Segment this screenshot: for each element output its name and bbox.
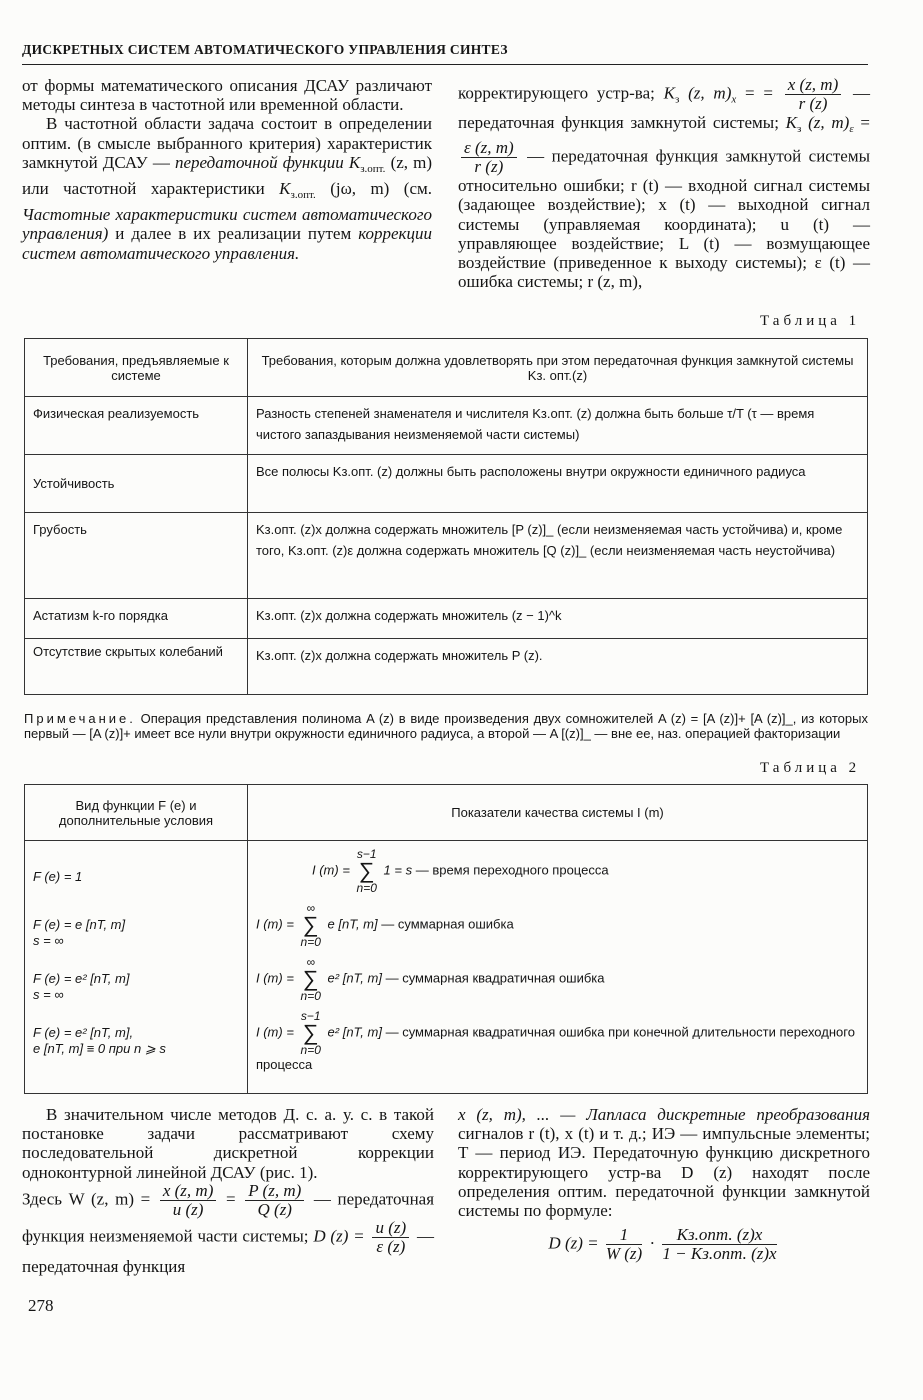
symbol: (z, m) xyxy=(808,113,850,132)
formula: D (z) = $\frac{1}{W (z)}$ · $\frac{\text{Kз.опт. (z)x}}{\text{1 − Kз.опт. (z)x}}$ xyxy=(548,1225,777,1264)
cross-reference-link[interactable]: Лапласа дискретные преобразования xyxy=(586,1105,870,1124)
text: корректирующего устр-ва; xyxy=(458,83,655,103)
denominator: r (z) xyxy=(474,157,504,177)
table-header-row xyxy=(25,339,868,397)
fraction xyxy=(160,1182,217,1219)
function-cell xyxy=(33,963,239,1017)
requirement-cell: Устойчивость xyxy=(25,455,248,513)
symbol: K xyxy=(279,179,291,199)
sum-symbol: s−1 ∑ n=0 xyxy=(300,1009,321,1057)
function-condition: s = ∞ xyxy=(33,933,64,948)
denominator: u (z) xyxy=(172,1199,204,1219)
paragraph xyxy=(458,1105,870,1220)
symbol: K xyxy=(785,113,798,132)
function-condition: e [nT, m] ≡ 0 при n ⩾ s xyxy=(33,1041,166,1056)
summand: e² [nT, m] xyxy=(327,1024,382,1040)
table-row xyxy=(25,397,868,455)
lhs: I (m) = xyxy=(256,1024,294,1040)
right-column-top xyxy=(458,76,870,291)
italic-term: передаточной функции xyxy=(175,152,344,172)
table-row xyxy=(25,599,868,639)
function-column xyxy=(25,841,248,1094)
text: сигналов r (t), x (t) и т. д.; ИЭ — импульсные элементы; T — период ИЭ. Передаточную функцию дискретного корректирующего устр-ва D (z) находят после определения оптим. передаточной функции замкнутой системы по формуле: xyxy=(458,1124,870,1221)
table-body xyxy=(25,841,868,1094)
lower-limit: n=0 xyxy=(300,1043,321,1057)
lhs: D (z) = xyxy=(548,1233,599,1253)
fraction xyxy=(372,1219,409,1256)
condition-cell: Все полюсы Kз.опт. (z) должны быть расположены внутри окружности единичного радиуса xyxy=(248,455,868,513)
column-header: Показатели качества системы I (m) xyxy=(248,785,868,841)
subscript: з xyxy=(674,93,680,106)
denominator: W (z) xyxy=(605,1244,643,1264)
table1-caption: Таблица 1 xyxy=(760,313,861,329)
function-formula: F (e) = 1 xyxy=(33,869,83,884)
text: — передаточная функция xyxy=(22,1226,435,1276)
sum-symbol: ∞ ∑ n=0 xyxy=(300,955,321,1003)
paragraph: корректирующего устр-ва; $K_з$ (z, $m)_x$ = = $\frac{x (z, m)}{r (z)}$ — передаточная функция замкнутой системы; $K_з$ (z, $m)_\varepsilon$ = $\frac{\varepsilon (z, m)}{r (z)}$ — передаточная функция замкнутой системы относительно ошибки; r (t) — входной сигнал системы (задающее воздействие); x (t) — выходной сигнал системы (управляемая координата); u (t) — управляющее воздействие; L (t) — возмущающее воздействие (приведенное к выходу системы); ε (t) — ошибка системы; r (z, m), xyxy=(458,75,871,292)
table1-note xyxy=(24,711,868,741)
lower-limit: n=0 xyxy=(300,935,321,949)
text: — передаточная функция замкнутой системы относительно ошибки; r (t) — входной сигнал системы (задающее воздействие); x (t) — выходной сигнал системы (управляемая координата); u (t) — управляющее воздействие; L (t) — возмущающее воздействие (приведенное к выходу системы); ε (t) — ошибка системы; r (z, m), xyxy=(458,146,870,292)
text: и далее в их реализации путем xyxy=(115,224,352,244)
subscript: з.опт. xyxy=(360,162,386,175)
symbol: (z, m) xyxy=(688,83,732,103)
denominator: 1 − Kз.опт. (z)x xyxy=(662,1244,777,1264)
fraction xyxy=(606,1226,642,1263)
table1 xyxy=(24,338,868,695)
text: Здесь W (z, m) = xyxy=(22,1189,151,1209)
symbol: K xyxy=(348,152,361,172)
index-cell xyxy=(256,955,859,1009)
index-cell xyxy=(256,1009,859,1079)
function-formula: F (e) = e² [nT, m] xyxy=(33,971,130,986)
note-label: Примечание. xyxy=(24,711,136,726)
numerator: 1 xyxy=(606,1226,642,1245)
lower-limit: n=0 xyxy=(356,881,377,895)
note-text: Операция представления полинома A (z) в виде произведения двух сомножителей A (z) = [A (z)]+ [A (z)]_, из которых первый — [A (z)]+ имеет все нули внутри окружности единичного радиуса, а второй — A [(z)]_ — вне ее, наз. операцией факторизации xyxy=(24,711,868,741)
requirement-cell: Астатизм k-го порядка xyxy=(25,599,248,639)
paragraph: В значительном числе методов Д. с. а. у. с. в такой постановке задачи рассматривают схему последовательной дискретной коррекции одноконтурной линейной ДСАУ (рис. 1). xyxy=(22,1105,434,1182)
requirement-cell: Грубость xyxy=(25,513,248,599)
symbol: D (z) = xyxy=(313,1226,365,1246)
sum-symbol: s−1 ∑ n=0 xyxy=(356,847,377,895)
condition-cell: Kз.опт. (z)x должна содержать множитель (z − 1)^k xyxy=(248,599,868,639)
index-cell xyxy=(256,901,859,955)
numerator: P (z, m) xyxy=(245,1182,304,1201)
text: (z, m) или частотной характеристики xyxy=(22,152,433,199)
cross-reference-link[interactable]: Частотные характеристики систем автоматического управления) xyxy=(22,205,432,244)
page-number: 278 xyxy=(28,1296,54,1315)
upper-limit: s−1 xyxy=(300,1009,321,1023)
symbol: K xyxy=(663,83,675,103)
requirement-cell: Физическая реализуемость xyxy=(25,397,248,455)
running-header: ДИСКРЕТНЫХ СИСТЕМ АВТОМАТИЧЕСКОГО УПРАВЛЕНИЯ СИНТЕЗ xyxy=(22,42,508,57)
index-column xyxy=(248,841,868,1094)
table-header-row xyxy=(25,785,868,841)
summand: 1 = s xyxy=(383,862,413,878)
numerator: ε (z, m) xyxy=(461,139,517,158)
numerator: x (z, m) xyxy=(785,76,842,95)
subscript: з.опт. xyxy=(290,189,316,202)
left-column-bottom xyxy=(22,1105,434,1278)
column-header: Вид функции F (e) и дополнительные условия xyxy=(25,785,248,841)
table2 xyxy=(24,784,868,1094)
description: — суммарная квадратичная ошибка при конечной длительности переходного процесса xyxy=(256,1024,855,1072)
column-header: Требования, которым должна удовлетворять при этом передаточная функция замкнутой системы Kз. опт.(z) xyxy=(248,339,868,397)
table-row xyxy=(25,455,868,513)
function-cell xyxy=(33,855,239,909)
paragraph: от формы математического описания ДСАУ различают методы синтеза в частотной или временной области. xyxy=(22,76,432,115)
cross-reference-link[interactable]: коррекции систем автоматического управления. xyxy=(22,224,433,263)
function-condition: s = ∞ xyxy=(33,987,64,1002)
fraction xyxy=(461,139,517,176)
fraction xyxy=(785,76,842,113)
fraction xyxy=(245,1182,304,1219)
condition-cell: Kз.опт. (z)x должна содержать множитель [P (z)]_ (если неизменяемая часть устойчива) и, кроме того, Kз.опт. (z)ε должна содержать множитель [Q (z)]_ (если неизменяемая часть неустойчива) xyxy=(248,513,868,599)
paragraph xyxy=(22,114,432,262)
numerator: x (z, m) xyxy=(160,1182,217,1201)
paragraph: Здесь W (z, m) = $\frac{x (z, m)}{u (z)}$ = $\frac{P (z, m)}{Q (z)}$ — передаточная функция неизменяемой части системы; D (z) = $\frac{u (z)}{\varepsilon (z)}$ — передаточная функция xyxy=(22,1180,435,1276)
condition-cell: Kз.опт. (z)x должна содержать множитель P (z). xyxy=(248,639,868,695)
table-row xyxy=(25,639,868,695)
function-cell xyxy=(33,1017,239,1087)
subscript: з xyxy=(797,123,802,135)
denominator: ε (z) xyxy=(376,1236,406,1256)
upper-limit: ∞ xyxy=(306,955,315,969)
description: — суммарная ошибка xyxy=(381,916,514,932)
numerator: u (z) xyxy=(372,1219,409,1238)
table-row xyxy=(25,513,868,599)
description: — суммарная квадратичная ошибка xyxy=(385,970,605,986)
lower-limit: n=0 xyxy=(300,989,321,1003)
upper-limit: ∞ xyxy=(306,901,315,915)
condition-cell: Разность степеней знаменателя и числителя Kз.опт. (z) должна быть больше τ/T (τ — время чистого запаздывания неизменяемой части системы) xyxy=(248,397,868,455)
function-cell xyxy=(33,909,239,963)
fraction xyxy=(662,1226,776,1263)
lhs: I (m) = xyxy=(256,916,294,932)
summand: e² [nT, m] xyxy=(327,970,382,986)
right-column-bottom xyxy=(458,1105,870,1263)
numerator: Kз.опт. (z)x xyxy=(662,1226,776,1245)
lhs: I (m) = xyxy=(256,970,294,986)
upper-limit: s−1 xyxy=(356,847,377,861)
left-column-top xyxy=(22,76,432,263)
denominator: r (z) xyxy=(798,94,828,113)
text: — передаточная функция неизменяемой части системы; xyxy=(22,1189,435,1246)
lhs: I (m) = xyxy=(312,862,350,878)
subscript: x xyxy=(731,93,737,106)
denominator: Q (z) xyxy=(257,1199,292,1219)
subscript: ε xyxy=(849,123,854,135)
summand: e [nT, m] xyxy=(327,916,378,932)
text: x (z, m), ... — xyxy=(458,1105,576,1124)
requirement-cell: Отсутствие скрытых колебаний xyxy=(25,639,248,695)
text: — передаточная функция замкнутой системы; xyxy=(458,83,871,132)
header-rule xyxy=(22,64,868,65)
description: — время переходного процесса xyxy=(415,862,609,878)
table2-caption: Таблица 2 xyxy=(760,760,861,776)
function-formula: F (e) = e² [nT, m], xyxy=(33,1025,134,1040)
text: В частотной области задача состоит в определении оптим. (в смысле выбранного критерия) характеристик замкнутой ДСАУ — xyxy=(22,114,432,172)
column-header: Требования, предъявляемые к системе xyxy=(25,339,248,397)
index-cell xyxy=(256,847,859,901)
function-formula: F (e) = e [nT, m] xyxy=(33,917,126,932)
sum-symbol: ∞ ∑ n=0 xyxy=(300,901,321,949)
text: (jω, m) (см. xyxy=(330,179,433,199)
